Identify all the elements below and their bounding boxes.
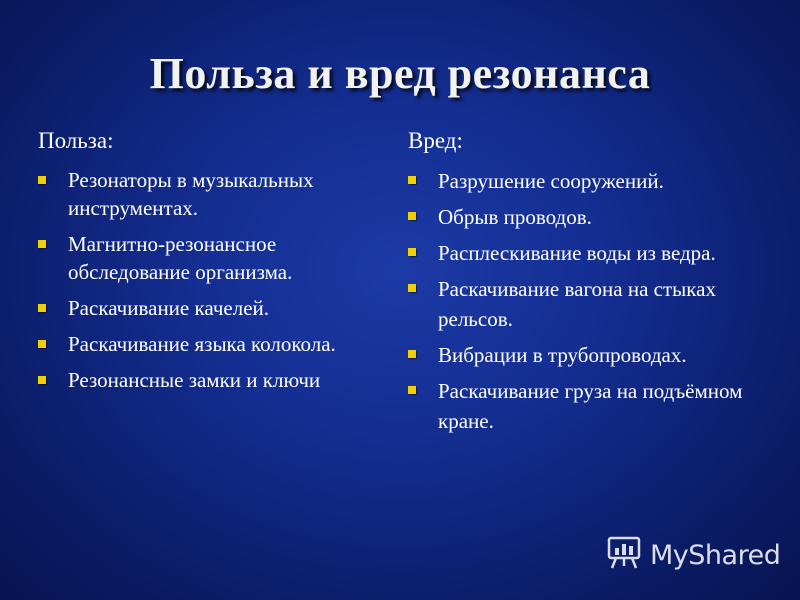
harms-heading: Вред: bbox=[408, 128, 463, 153]
list-item-text: Магнитно-резонансное обследование организма. bbox=[68, 232, 293, 284]
list-item-text: Раскачивание груза на подъёмном кране. bbox=[438, 379, 743, 433]
list-item-text: Резонаторы в музыкальных инструментах. bbox=[68, 168, 314, 220]
list-item-text: Раскачивание языка колокола. bbox=[68, 332, 336, 356]
square-bullet-icon bbox=[38, 240, 46, 248]
harms-column bbox=[408, 128, 748, 442]
square-bullet-icon bbox=[408, 386, 416, 394]
list-item-text: Обрыв проводов. bbox=[438, 205, 592, 229]
list-item bbox=[38, 330, 368, 358]
list-item bbox=[408, 376, 748, 436]
square-bullet-icon bbox=[38, 176, 46, 184]
myshared-watermark[interactable] bbox=[606, 536, 780, 574]
slide-title: Польза и вред резонанса bbox=[149, 49, 651, 98]
list-item bbox=[408, 274, 748, 334]
square-bullet-icon bbox=[408, 284, 416, 292]
list-item-text: Раскачивание вагона на стыках рельсов. bbox=[438, 277, 716, 331]
benefits-heading: Польза: bbox=[38, 128, 114, 153]
list-item bbox=[408, 166, 748, 196]
list-item-text: Раскачивание качелей. bbox=[68, 296, 270, 320]
benefits-column bbox=[38, 128, 368, 402]
list-item-text: Разрушение сооружений. bbox=[438, 169, 664, 193]
presentation-board-icon bbox=[606, 535, 642, 576]
list-item bbox=[38, 166, 368, 222]
square-bullet-icon bbox=[408, 248, 416, 256]
square-bullet-icon bbox=[408, 350, 416, 358]
harms-list bbox=[408, 166, 748, 436]
list-item-text: Резонансные замки и ключи bbox=[68, 368, 321, 392]
square-bullet-icon bbox=[38, 304, 46, 312]
list-item-text: Расплескивание воды из ведра. bbox=[438, 241, 716, 265]
list-item bbox=[38, 366, 368, 394]
square-bullet-icon bbox=[38, 340, 46, 348]
square-bullet-icon bbox=[408, 212, 416, 220]
list-item bbox=[38, 230, 368, 286]
square-bullet-icon bbox=[408, 176, 416, 184]
benefits-list bbox=[38, 166, 368, 394]
list-item bbox=[408, 238, 748, 268]
square-bullet-icon bbox=[38, 376, 46, 384]
list-item bbox=[408, 340, 748, 370]
list-item bbox=[408, 202, 748, 232]
list-item-text: Вибрации в трубопроводах. bbox=[438, 343, 687, 367]
watermark-text: MyShared bbox=[650, 539, 781, 571]
list-item bbox=[38, 294, 368, 322]
